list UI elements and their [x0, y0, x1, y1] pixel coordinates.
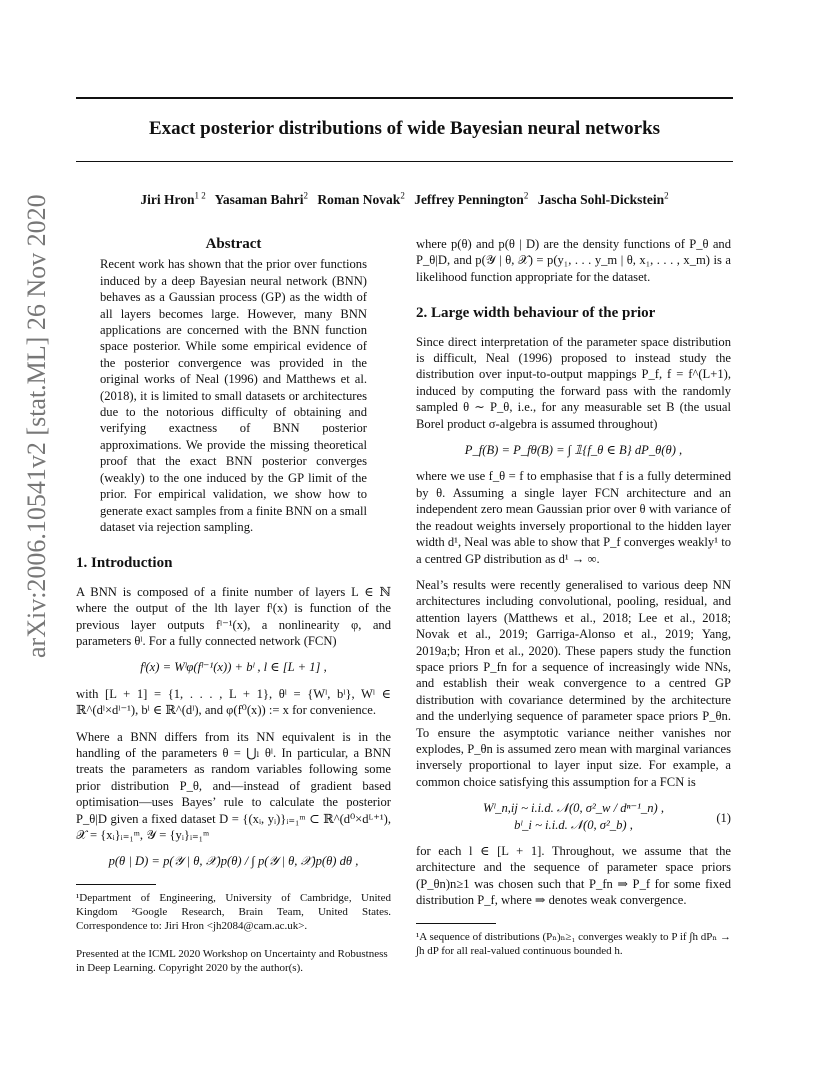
right-paragraph-4: for each l ∈ [L + 1]. Throughout, we assume that the architecture and the sequence of parameter space priors (P_θn)n≥1 was chosen such that P_fn ⇒ P_f for some fixed distribution P_f, where ⇒ denotes weak convergence. [416, 844, 731, 908]
right-paragraph-2: where we use f_θ = f to emphasise that f is a fully determined by θ. Assuming a single layer FCN architecture and an independent zero mean Gaussian prior over θ with variance of the readout weights inversely proportional to the hidden layer width d¹, Neal was able to show that P_f converges weakly¹ to a centred GP distribution as d¹ → ∞. [416, 469, 731, 566]
author: Roman Novak$^2$ [317, 190, 405, 207]
abstract-heading: Abstract [205, 236, 262, 252]
author: Jascha Sohl-Dickstein$^2$ [537, 190, 669, 207]
equation-posterior: p(θ | D) = p(𝒴 | θ, 𝒳)p(θ) / ∫ p(𝒴 | θ, 𝒳)p(θ) dθ , [108, 854, 359, 869]
author: Jiri Hron$^{1 2}$ [140, 190, 206, 207]
paper-title: Exact posterior distributions of wide Bayesian neural networks [148, 118, 661, 139]
equation-prior-biases: bˡ_i ~ i.i.d. 𝒩(0, σ²_b) , [514, 817, 633, 832]
author: Jeffrey Pennington$^2$ [414, 190, 529, 207]
left-column [76, 236, 391, 975]
arxiv-identifier: arXiv:2006.10541v2 [stat.ML] 26 Nov 2020 [22, 194, 51, 658]
title-rule-top [76, 97, 733, 99]
intro-paragraph-1: A BNN is composed of a finite number of layers L ∈ ℕ where the output of the lth layer fˡ(x) is function of the previous layer outputs fˡ⁻¹(x), a nonlinearity φ, and parameters θˡ. For a fully connected network (FCN) [76, 584, 391, 648]
convergence-footnote: ¹A sequence of distributions (Pₙ)ₙ≥₁ converges weakly to P if ∫h dPₙ → ∫h dP for all real-valued continuous bounded h. [416, 930, 731, 957]
intro-paragraph-2: with [L + 1] = {1, . . . , L + 1}, θˡ = {Wˡ, bˡ}, Wˡ ∈ ℝ^(dˡ×dˡ⁻¹), bˡ ∈ ℝ^(dˡ), and φ(f⁰(x)) := x for convenience. [76, 686, 391, 718]
right-paragraph-3: Neal’s results were recently generalised to various deep NN architectures including convolutional, pooling, residual, and attention layers (Matthews et al., 2018; Lee et al., 2018; Novak et al., 2019; Garriga-Alonso et al., 2019; Yang, 2019a;b; Hron et al., 2020). These papers study the function space priors P_fn for a sequence of increasingly wide NNs, and establish their weak convergence to a centred GP distribution with covariance determined by the architecture and the underlying sequence of parameter space priors P_θn. To ensure the asymptotic variance neither vanishes nor explodes, P_θn is assumed zero mean with marginal variances inversely proportional to layer input size. For example, a common choice satisfying this assumption for a FCN is [416, 577, 731, 789]
equation-number: (1) [716, 811, 731, 826]
equation-fcn: fˡ(x) = Wˡφ(fˡ⁻¹(x)) + bˡ , l ∈ [L + 1] , [140, 660, 327, 675]
footnote-rule [76, 884, 156, 885]
equation-prior-weights: Wˡ_n,ij ~ i.i.d. 𝒩(0, σ²_w / dⁿ⁻¹_n) , [482, 801, 665, 816]
author-list [76, 190, 733, 208]
section-heading-large-width: 2. Large width behaviour of the prior [416, 305, 656, 322]
equation-prior [416, 800, 731, 833]
right-column [416, 236, 731, 958]
equation-pushforward: P_f(B) = P_fθ(B) = ∫ 𝟙{f_θ ∈ B} dP_θ(θ) , [464, 443, 683, 458]
intro-paragraph-3: Where a BNN differs from its NN equivalent is in the handling of the parameters θ = ⋃ₗ θˡ. In particular, a BNN treats the parameters as random variables following some prior distribution P_θ, and—instead of gradient based optimisation—uses Bayes’ rule to calculate the posterior P_θ|D given a fixed dataset D = {(xᵢ, yᵢ)}ᵢ₌₁ᵐ ⊂ ℝ^(d⁰×dᴸ⁺¹), 𝒳 = {xᵢ}ᵢ₌₁ᵐ, 𝒴 = {yᵢ}ᵢ₌₁ᵐ [76, 729, 391, 842]
title-rule-bottom [76, 161, 733, 162]
affiliation-footnote: ¹Department of Engineering, University of Cambridge, United Kingdom ²Google Research, Brain Team, United States. Correspondence to: Jiri Hron <jh2084@cam.ac.uk>. [76, 891, 391, 932]
author: Yasaman Bahri$^2$ [214, 190, 309, 207]
right-paragraph-1: Since direct interpretation of the parameter space distribution is difficult, Neal (1996) proposed to instead study the distribution over input-to-output mappings P_f, f = f^(L+1), induced by computing the forward pass with the randomly sampled θ ∼ P_θ, i.e., for any measurable set B (the usual Borel product σ-algebra is assumed throughout) [416, 334, 731, 431]
abstract-text: Recent work has shown that the prior over functions induced by a deep Bayesian neural network (BNN) behaves as a Gaussian process (GP) as the width of all layers becomes large. However, many BNN applications are concerned with the BNN function space posterior. While some empirical evidence of the posterior convergence was provided in the original works of Neal (1996) and Matthews et al. (2018), it is limited to small datasets or architectures due to the notorious difficulty of obtaining and verifying exactness of BNN posterior approximations. We provide the missing theoretical proof that the exact BNN posterior converges (weakly) to the one induced by the GP limit of the prior. For empirical validation, we show how to generate exact samples from a finite BNN on a small dataset via rejection sampling. [100, 257, 367, 534]
footnote-rule-right [416, 923, 496, 924]
venue-note: Presented at the ICML 2020 Workshop on Uncertainty and Robustness in Deep Learning. Copyright 2020 by the author(s). [76, 947, 388, 974]
section-heading-introduction: 1. Introduction [76, 555, 173, 572]
right-paragraph-0: where p(θ) and p(θ | D) are the density functions of P_θ and P_θ|D, and p(𝒴 | θ, 𝒳) = p(y₁, . . . y_m | θ, x₁, . . . , x_m) is a likelihood function appropriate for the dataset. [416, 237, 731, 284]
